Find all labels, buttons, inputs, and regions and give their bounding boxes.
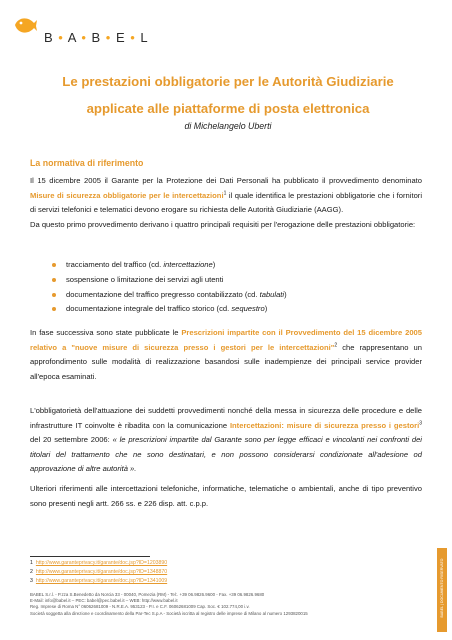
paragraph-riferimenti: Ulteriori riferimenti alle intercettazioni telefoniche, informatiche, telematiche o ambientali, anche di tipo preventivo sono presenti negli artt. 266 ss. e 226 disp. att. c.p.p. — [30, 484, 422, 508]
babel-logo — [12, 12, 149, 48]
footnote-ref: 1 — [223, 190, 227, 197]
list-item: sospensione o limitazione dei servizi agli utenti — [52, 273, 412, 288]
author-byline: di Michelangelo Uberti — [184, 121, 272, 131]
footnote-link[interactable]: http://www.garanteprivacy.it/garante/doc.jsp?ID=1348870 — [35, 569, 168, 575]
footnote-ref: 3 — [419, 420, 422, 427]
paragraph-prescrizioni: In fase successiva sono state pubblicate le Prescrizioni impartite con il Provvedimento del 15 dicembre 2005 relativo a "nuove misure di sicurezza presso i gestori per le intercettazioni"$^2$ che rappresentano un approfondimento sulle modalità di realizzazione basandosi sulle inadempienze dei principali service provider all'epoca esaminati. — [30, 328, 422, 381]
footnote-ref: 2 — [334, 342, 338, 349]
list-item: documentazione del traffico pregresso contabilizzato (cd. tabulati) — [52, 288, 412, 303]
footnote-link[interactable]: http://www.garanteprivacy.it/garante/doc.jsp?ID=1341009 — [35, 578, 168, 584]
link-intercettazioni-misure[interactable]: Intercettazioni: misure di sicurezza presso i gestori — [229, 420, 420, 430]
paragraph-intro: Il 15 dicembre 2005 il Garante per la Protezione dei Dati Personali ha pubblicato il provvedimento denominato Misure di sicurezza obbligatorie per le intercettazioni$^1$ il quale identifica le prestazioni obbligatorie che i fornitori di servizi telefonici e telematici devono erogare su richiesta delle Autorità Giudiziarie (AAGG). Da questo primo provvedimento derivano i quattro principali requisiti per l'erogazione delle prestazioni obbligatorie: — [30, 174, 422, 232]
side-tab: BABEL | DOCUMENTO RISERVATO — [437, 548, 447, 632]
paragraph-obbligatorieta: L'obbligatorietà dell'attuazione dei suddetti provvedimenti nonché della messa in sicurezza delle procedure e delle infrastrutture IT coinvolte è ribadita con la comunicazione Intercettazioni: misure di sicurezza presso i gestori$^3$ del 20 settembre 2006: « le prescrizioni impartite dal Garante sono per legge efficaci e vincolanti nei confronti dei titolari del trattamento che ne sono destinatari, e non possono considerarsi condizionate all'adesione od approvazione di altre autorità ». — [30, 406, 422, 474]
link-prescrizioni[interactable]: Prescrizioni impartite con il Provvedimento del 15 dicembre 2005 relativo a "nuove misure di sicurezza presso i gestori per le intercettazioni" — [30, 328, 422, 352]
document-title-line-2: applicate alle piattaforme di posta elettronica — [86, 101, 370, 116]
fish-logo-icon — [12, 12, 38, 38]
requirements-list — [52, 258, 412, 317]
list-item: tracciamento del traffico (cd. intercettazione) — [52, 258, 412, 273]
footnote-2: 2 http://www.garanteprivacy.it/garante/doc.jsp?ID=1348870 — [30, 569, 168, 575]
brand-name: B • A • B • E • L — [44, 30, 149, 45]
paragraph-requirements: Da questo primo provvedimento derivano i quattro principali requisiti per l'erogazione delle prestazioni obbligatorie: — [30, 219, 416, 229]
bullet-icon — [52, 278, 56, 282]
footnote-link[interactable]: http://www.garanteprivacy.it/garante/doc.jsp?ID=1203890 — [35, 560, 168, 566]
link-misure-sicurezza[interactable]: Misure di sicurezza obbligatorie per le intercettazioni — [30, 190, 224, 200]
bullet-icon — [52, 263, 56, 267]
footnote-divider — [30, 556, 150, 557]
bullet-icon — [52, 307, 56, 311]
section-heading: La normativa di riferimento — [30, 158, 144, 168]
document-title-line-1: Le prestazioni obbligatorie per le Autorità Giudiziarie — [62, 74, 394, 89]
company-footer: BABEL S.r.l. - P.zza S.Benedetto da Norcia 33 - 00040, Pomezia (RM) - Tel:. +39 06.9826.9600 - Fax. +39 06.9826.9680 E-Mail: info@babel.it – PEC: babel@pec.babel.it – WEB: http://www.babel.it Reg. Imprese di Roma N° 06062681009 - N.R.E.A. 953123 - P.I. e C.F. 06062681009 Cap. Soc. € 102.774,00 i.v. Società soggetta alla direzione e coordinamento della Par-Tec S.p.A - Società iscritta al registro delle imprese di Milano al numero 1293820015 — [30, 592, 308, 616]
footnote-3: 3 http://www.garanteprivacy.it/garante/doc.jsp?ID=1341009 — [30, 578, 168, 584]
footnote-1: 1 http://www.garanteprivacy.it/garante/doc.jsp?ID=1203890 — [30, 560, 168, 566]
list-item: documentazione integrale del traffico storico (cd. sequestro) — [52, 302, 412, 317]
bullet-icon — [52, 293, 56, 297]
